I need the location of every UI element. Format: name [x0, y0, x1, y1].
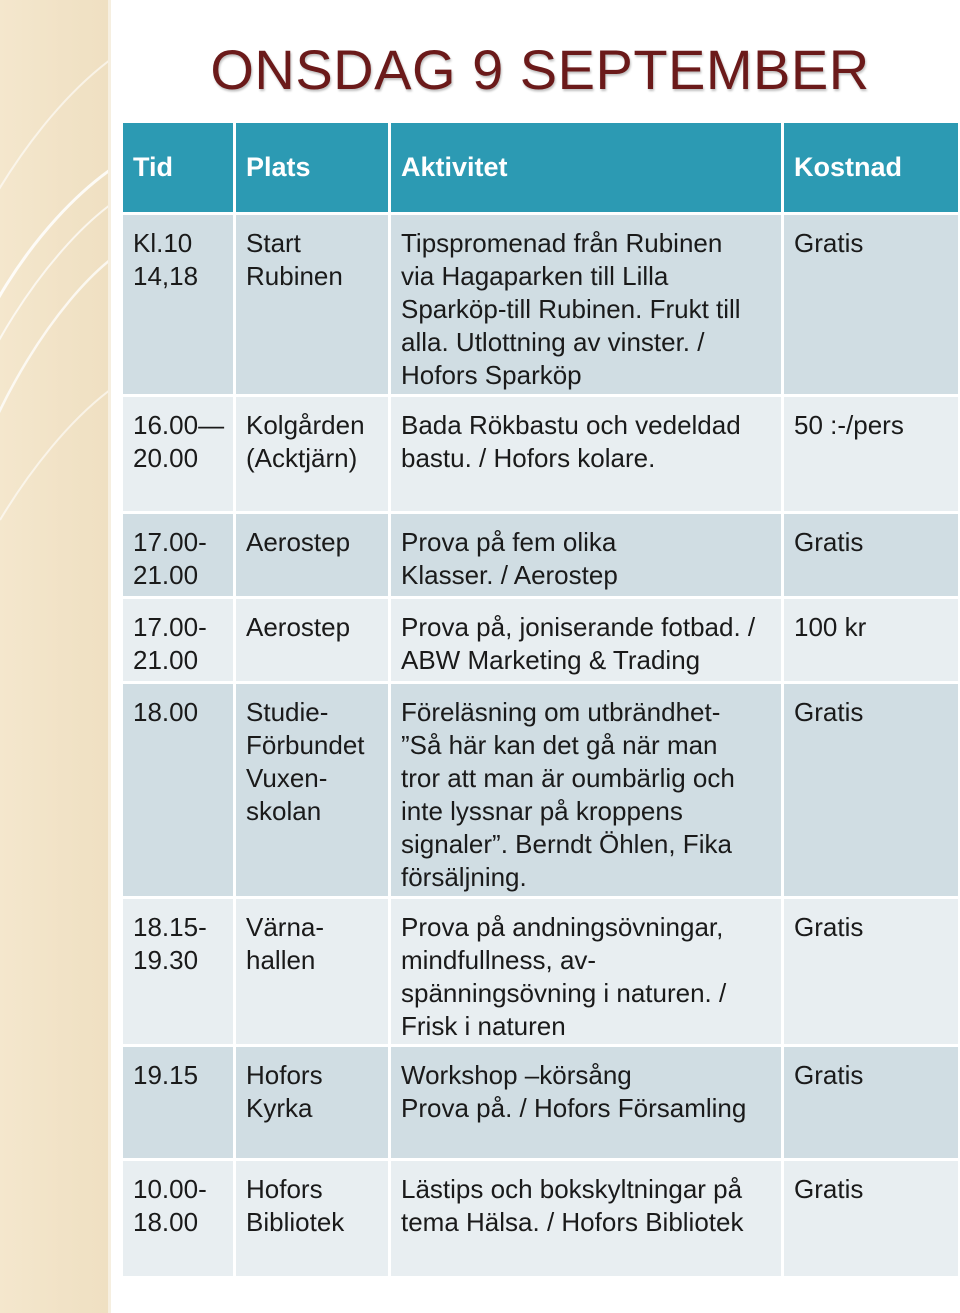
cell-aktivitet: Prova på fem olika Klasser. / Aerostep	[390, 513, 783, 598]
table-row	[122, 396, 960, 513]
table-row	[122, 214, 960, 396]
decorative-swirl-graphic	[0, 0, 108, 1313]
table-row	[122, 1046, 960, 1160]
table-row	[122, 683, 960, 898]
cell-plats: Aerostep	[235, 513, 390, 598]
cell-kostnad: Gratis	[783, 683, 960, 898]
side-band-edge	[108, 0, 111, 1313]
cell-tid: 17.00- 21.00	[122, 513, 235, 598]
table-row	[122, 1160, 960, 1278]
cell-plats: Start Rubinen	[235, 214, 390, 396]
decorative-side-band	[0, 0, 108, 1313]
cell-kostnad: Gratis	[783, 513, 960, 598]
cell-kostnad: Gratis	[783, 898, 960, 1046]
table-header-row	[122, 122, 960, 214]
column-header-kostnad: Kostnad	[783, 122, 960, 214]
cell-aktivitet: Prova på andningsövningar, mindfullness, av- spänningsövning i naturen. / Frisk i naturen	[390, 898, 783, 1046]
cell-tid: 18.00	[122, 683, 235, 898]
cell-plats: Aerostep	[235, 598, 390, 683]
cell-tid: Kl.10 14,18	[122, 214, 235, 396]
cell-plats: Kolgården (Acktjärn)	[235, 396, 390, 513]
column-header-plats: Plats	[235, 122, 390, 214]
cell-plats: Studie- Förbundet Vuxen- skolan	[235, 683, 390, 898]
cell-plats: Värna- hallen	[235, 898, 390, 1046]
cell-kostnad: Gratis	[783, 1160, 960, 1278]
cell-kostnad: 50 :-/pers	[783, 396, 960, 513]
cell-aktivitet: Tipspromenad från Rubinen via Hagaparken till Lilla Sparköp-till Rubinen. Frukt till alla. Utlottning av vinster. / Hofors Sparköp	[390, 214, 783, 396]
cell-tid: 19.15	[122, 1046, 235, 1160]
cell-aktivitet: Föreläsning om utbrändhet- ”Så här kan det gå när man tror att man är oumbärlig och inte lyssnar på kroppens signaler”. Berndt Öhlen, Fika försäljning.	[390, 683, 783, 898]
cell-kostnad: 100 kr	[783, 598, 960, 683]
column-header-aktivitet: Aktivitet	[390, 122, 783, 214]
table-row	[122, 598, 960, 683]
cell-aktivitet: Prova på, joniserande fotbad. / ABW Marketing & Trading	[390, 598, 783, 683]
cell-tid: 17.00- 21.00	[122, 598, 235, 683]
table-row	[122, 513, 960, 598]
column-header-tid: Tid	[122, 122, 235, 214]
cell-plats: Hofors Bibliotek	[235, 1160, 390, 1278]
table-row	[122, 898, 960, 1046]
page-title: ONSDAG 9 SEPTEMBER	[210, 38, 870, 101]
cell-tid: 10.00- 18.00	[122, 1160, 235, 1278]
cell-tid: 16.00— 20.00	[122, 396, 235, 513]
cell-aktivitet: Lästips och bokskyltningar på tema Hälsa. / Hofors Bibliotek	[390, 1160, 783, 1278]
cell-aktivitet: Bada Rökbastu och vedeldad bastu. / Hofors kolare.	[390, 396, 783, 513]
cell-kostnad: Gratis	[783, 214, 960, 396]
cell-kostnad: Gratis	[783, 1046, 960, 1160]
cell-aktivitet: Workshop –körsång Prova på. / Hofors Församling	[390, 1046, 783, 1160]
cell-tid: 18.15- 19.30	[122, 898, 235, 1046]
schedule-table	[120, 120, 960, 1279]
cell-plats: Hofors Kyrka	[235, 1046, 390, 1160]
